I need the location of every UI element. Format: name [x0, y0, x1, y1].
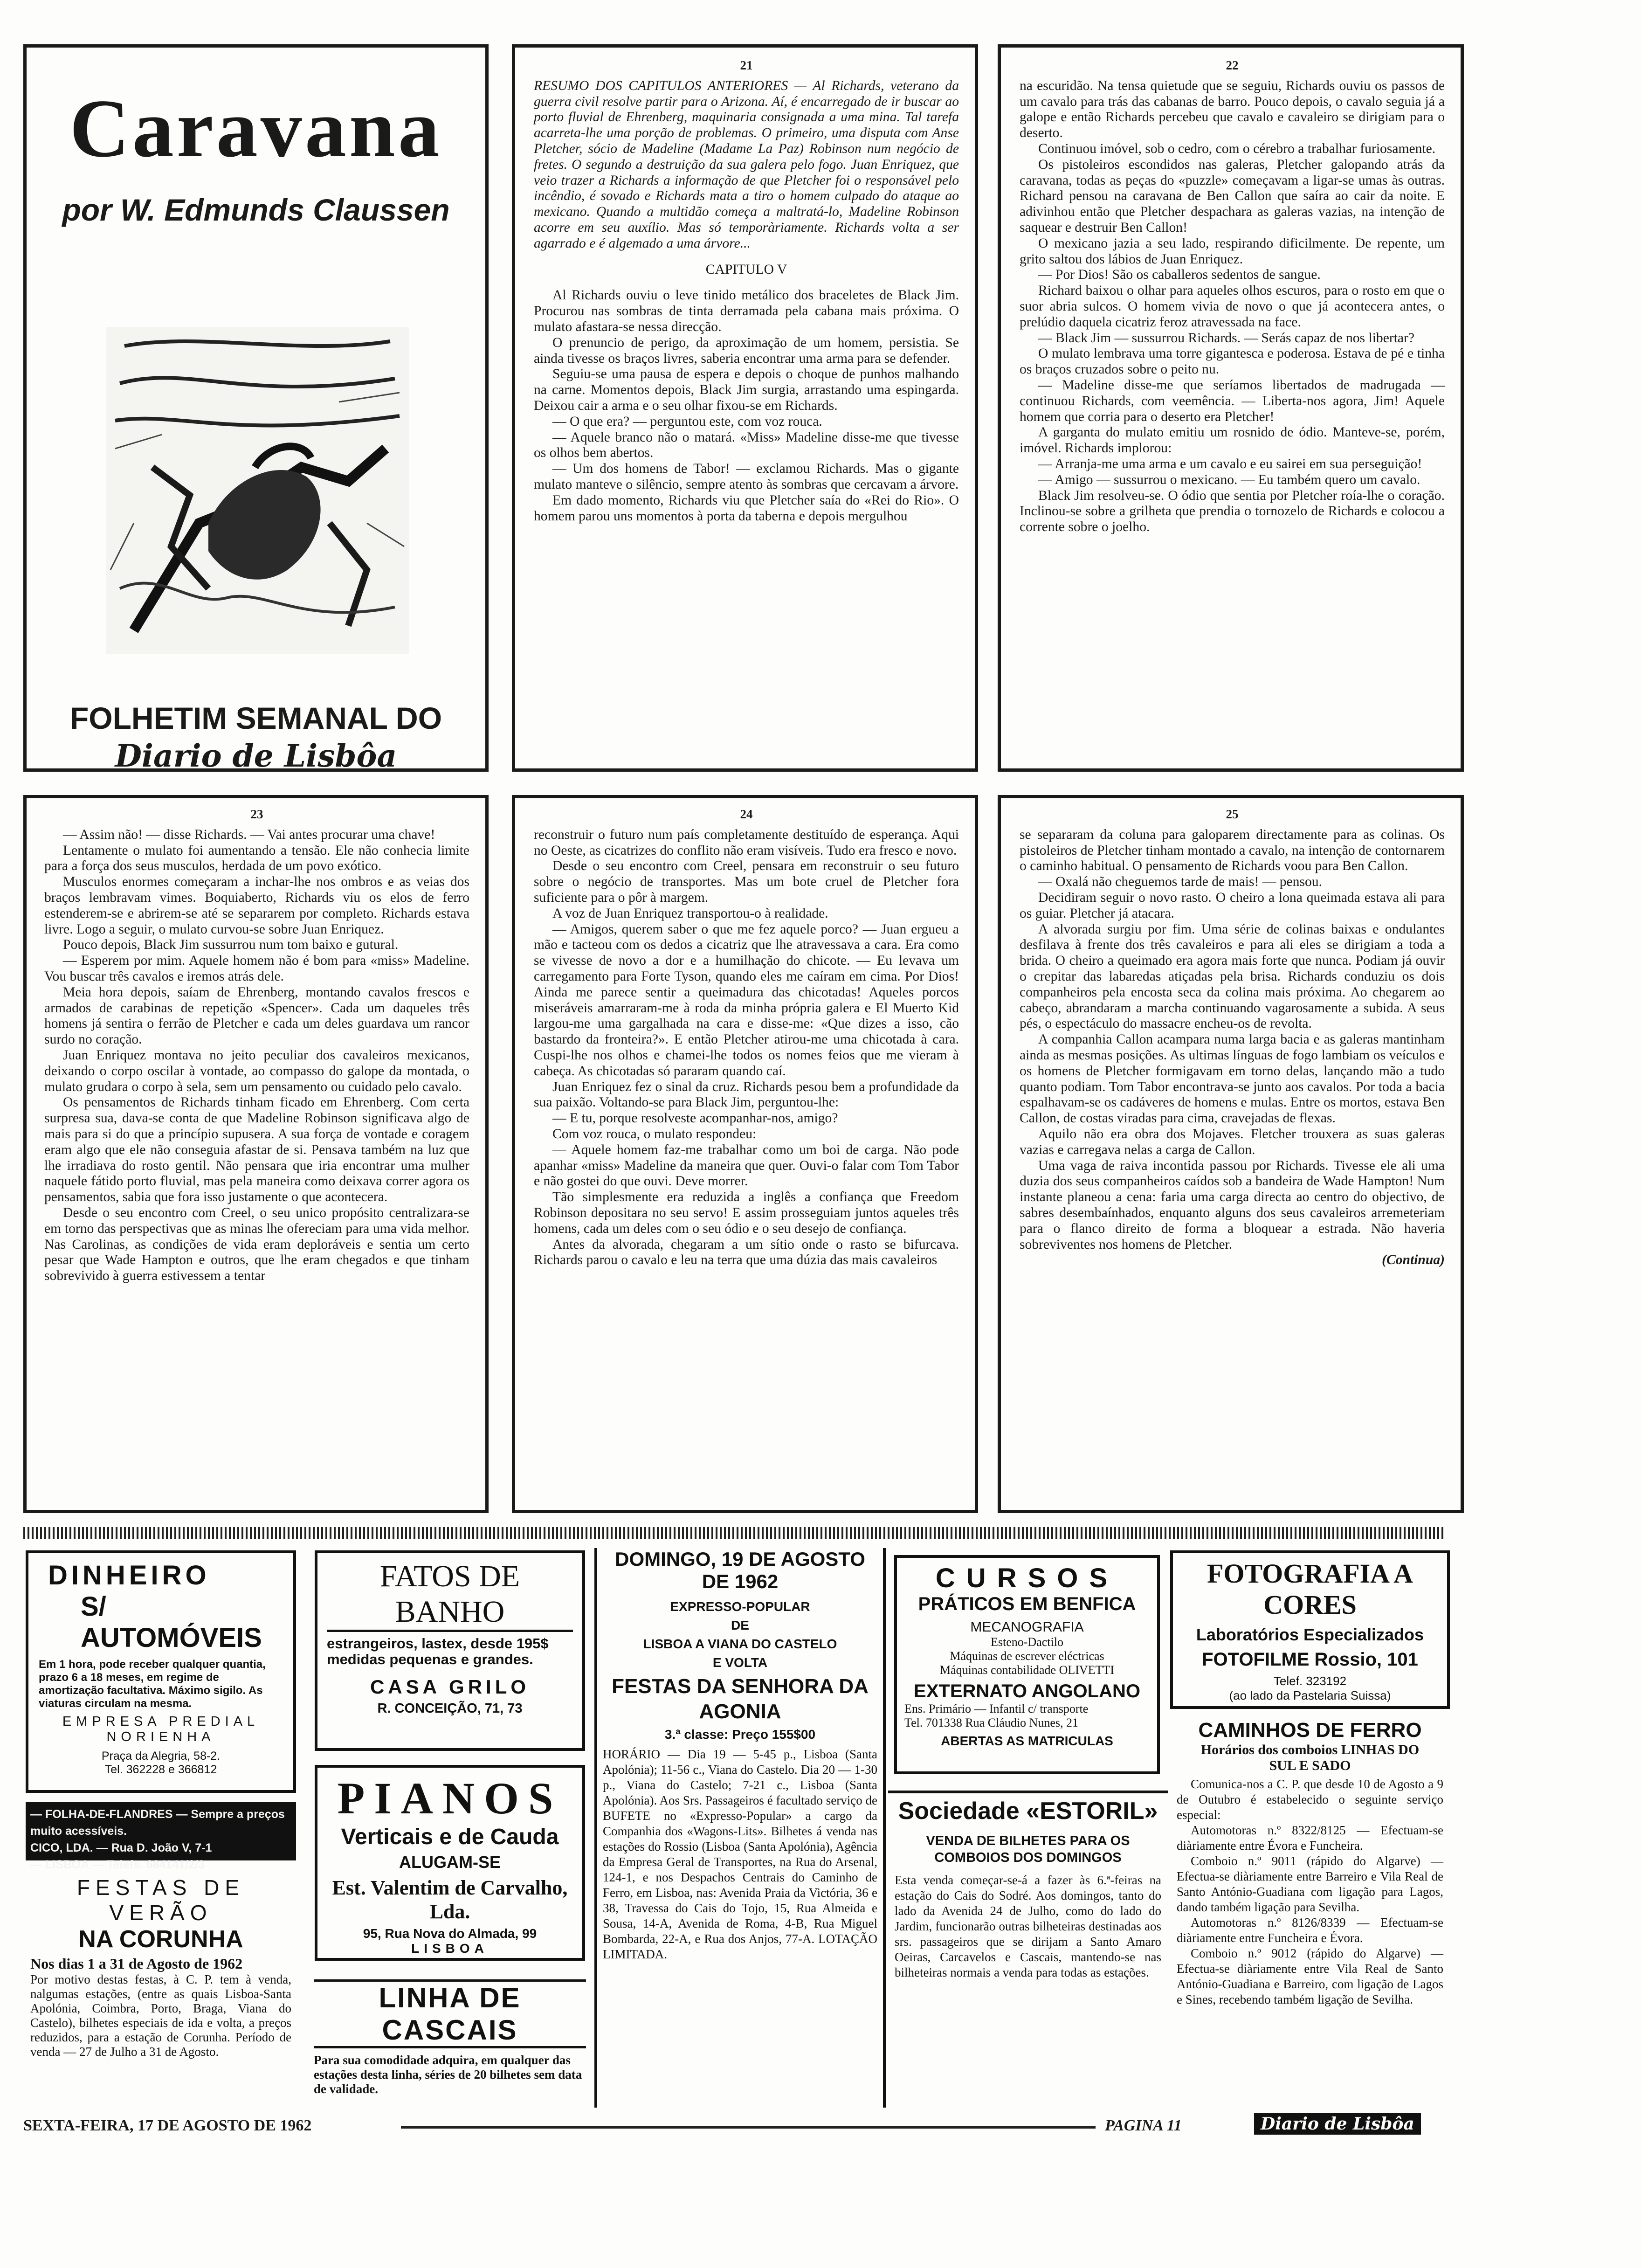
ad-body: Em 1 hora, pode receber qualquer quantia, prazo 6 a 18 meses, em regime de amortização facultativa. Máximo sigilo. As viaturas circulam na mesma. — [39, 1658, 266, 1710]
course-name: MECANOGRAFIA — [970, 1619, 1084, 1635]
paragraph: Al Richards ouviu o leve tinido metálico dos braceletes de Black Jim. Procurou nas sombras de tinta derramada pela cabana mais próxima. O mulato afastara-se nessa direcção. — [534, 288, 959, 334]
ad-city: LISBOA — [411, 1941, 489, 1956]
course-line: Esteno-Dactilo — [991, 1635, 1063, 1649]
paragraph: — Aquele homem faz-me trabalhar como um boi de carga. Não pode apanhar «miss» Madeline da maneira que quer. Ouvi-o falar com Tom Tabor e não gostei do que ouvi. Deve morrer. — [534, 1142, 959, 1189]
serial-title: Caravana — [69, 82, 442, 174]
paragraph: — Por Dios! São os caballeros sedentos de sangue. — [1038, 267, 1321, 283]
paragraph: Musculos enormes começaram a inchar-lhe nos ombros e as veias dos braços lembravam vimes. Boquiaberto, Richards viu os elos de ferro estenderem-se e abrirem-se até se separarem por completo. Richards estava livre. Logo a seguir, o mulato curvou-se sobre Juan Enriquez. — [44, 874, 469, 937]
ad-phone: Telef. 323192 — [1273, 1674, 1347, 1688]
page-number: 25 — [1226, 807, 1239, 821]
footer-newspaper-name: Diario de Lisbôa — [1254, 2113, 1421, 2135]
timetable-item: Comboio n.º 9012 (rápido do Algarve) — Efectua-se diàriamente entre Vila Real de Santo António-Guadiana e Barreiro, com ligação de Lagos e Sines, recebendo também ligação de Sevilha. — [1177, 1946, 1443, 2006]
title-box — [23, 44, 489, 772]
paragraph: Meia hora depois, saíam de Ehrenberg, montando cavalos frescos e armados de carabinas de repetição «Spencer». Cada um daqueles três homens já sentira o ferrão de Pletcher e cada um deles guardava um rancor surdo no coração. — [44, 984, 469, 1047]
ad-body — [1177, 1777, 1443, 2007]
paragraph: — E tu, porque resolveste acompanhar-nos, amigo? — [552, 1111, 838, 1126]
ad-body: Esta venda começar-se-á a fazer às 6.ª-feiras na estação do Cais do Sodré. Aos domingos, tanto do lado da Avenida 24 de Julho, como do lado do Jardim, funcionarão outras bilheteiras destinadas aos srs. passageiros que se dirijam a Santo Amaro Oeiras, Carcavelos e Cascais, mantendo-se nas bilheteiras normais a venda para todas as estações. — [895, 1873, 1161, 1979]
page-22-box — [998, 44, 1464, 772]
ad-dinheiro — [26, 1550, 296, 1793]
ad-address: Praça da Alegria, 58-2. — [101, 1749, 221, 1763]
paragraph: — Amigo — sussurrou o mexicano. — Eu também quero um cavalo. — [1038, 472, 1420, 487]
ad-heading: DINHEIRO — [48, 1560, 210, 1590]
train-name: EXPRESSO-POPULAR — [670, 1599, 810, 1614]
paragraph: na escuridão. Na tensa quietude que se seguiu, Richards ouviu os passos de um cavalo para trás das cabanas de barro. Pouco depois, o cavalo seguia já a galope e então Richards percebeu que cavalo e cavaleiro se dirigiam para o deserto. — [1020, 78, 1445, 141]
school-name: EXTERNATO ANGOLANO — [914, 1681, 1140, 1701]
ad-fatos-banho — [315, 1550, 585, 1751]
ad-heading: CAMINHOS DE FERRO — [1198, 1719, 1422, 1742]
ad-shop-name: CASA GRILO — [370, 1676, 530, 1698]
ad-line: — FOLHA-DE-FLANDRES — Sempre a preços muito acessíveis. — [30, 1808, 285, 1838]
ad-address: 95, Rua Nova do Almada, 99 — [363, 1926, 537, 1941]
ad-firm: Est. Valentim de Carvalho, Lda. — [332, 1876, 568, 1923]
school-line: Tel. 701338 Rua Cláudio Nunes, 21 — [904, 1716, 1078, 1729]
ad-heading: PIANOS — [337, 1773, 563, 1823]
ad-fotografia-cores — [1170, 1550, 1450, 1709]
newspaper-name: Diario de Lisbôa — [115, 738, 397, 774]
paragraph: — O que era? — perguntou este, com voz rouca. — [552, 414, 822, 429]
page-23-box — [23, 795, 489, 1513]
paragraph: Black Jim resolveu-se. O ódio que sentia por Pletcher roía-lhe o coração. Inclinou-se sobre a grilheta que prendia o tornozelo de Richards e colocou a corrente sobre o joelho. — [1020, 488, 1445, 535]
page-number: 22 — [1226, 58, 1239, 72]
timetable-item: Comboio n.º 9011 (rápido do Algarve) — Efectua-se diàriamente entre Barreiro e Vila Real de Santo António-Guadiana com ligação para Lagos, dando também ligação para Sevilha. — [1177, 1854, 1443, 1914]
ad-sociedade-estoril — [888, 1791, 1168, 2108]
course-line: Máquinas de escrever eléctricas — [950, 1649, 1104, 1663]
paragraph: Com voz rouca, o mulato respondeu: — [552, 1126, 757, 1141]
ad-body: Para sua comodidade adquira, em qualquer das estações desta linha, séries de 20 bilhetes sem data de validade. — [314, 2053, 582, 2096]
paragraph: Em dado momento, Richards viu que Pletcher saía do «Rei do Rio». O homem parou uns momentos à porta da taberna e depois mergulhou — [534, 492, 959, 524]
ad-linha-cascais — [310, 1979, 590, 2105]
paragraph: Seguiu-se uma pausa de espera e depois o choque de punhos malhando na carne. Momentos depois, Black Jim surgia, arrastando uma espingarda. Deixou cair a arma e o seu olhar fixou-se em Richards. — [534, 366, 959, 413]
footer-date: SEXTA-FEIRA, 17 DE AGOSTO DE 1962 — [23, 2117, 312, 2134]
ad-pianos — [315, 1765, 585, 1961]
ad-heading: FATOS DE BANHO — [327, 1559, 573, 1632]
illustration-cowboy-image — [106, 327, 409, 654]
timetable-item: Automotoras n.º 8322/8125 — Efectuam-se diàriamente entre Évora e Funcheira. — [1177, 1823, 1443, 1853]
paragraph: Continuou imóvel, sob o cedro, com o cérebro a trabalhar furiosamente. — [1038, 141, 1436, 156]
paragraph: — Black Jim — sussurrou Richards. — Serás capaz de nos libertar? — [1038, 330, 1415, 346]
enrollment-notice: ABERTAS AS MATRICULAS — [941, 1734, 1113, 1748]
ad-rent-label: ALUGAM-SE — [399, 1853, 501, 1872]
page-25-box — [998, 795, 1464, 1513]
ad-festas-verao — [26, 1872, 296, 2105]
paragraph: Pouco depois, Black Jim sussurrou num tom baixo e gutural. — [63, 937, 399, 953]
ad-firm: EMPRESA PREDIAL NORIENHA — [62, 1714, 260, 1744]
ad-line: CICO, LDA. — Rua D. João V, 7-1 — [30, 1841, 212, 1854]
ad-heading: LINHA DE CASCAIS — [314, 1979, 586, 2048]
ad-cursos — [894, 1555, 1160, 1774]
continua-label: (Continua) — [1382, 1252, 1445, 1268]
ad-shop-name: FOTOFILME Rossio, 101 — [1202, 1649, 1418, 1670]
paragraph: O mexicano jazia a seu lado, respirando dificilmente. De repente, um grito saltou dos lábios de Juan Enriquez. — [1020, 235, 1445, 267]
course-line: Máquinas contabilidade OLIVETTI — [940, 1663, 1114, 1677]
paragraph: A voz de Juan Enriquez transportou-o à realidade. — [552, 906, 828, 921]
ad-folha-de-flandres — [26, 1802, 296, 1871]
paragraph: Desde o seu encontro com Creel, pensara em reconstruir o seu futuro sobre o negócio de transportes. Mas um bote cruel de Pletcher fora suficiente para o pôr à margem. — [534, 858, 959, 905]
ad-subheading: PRÁTICOS EM BENFICA — [918, 1594, 1136, 1614]
paragraph: Richard baixou o olhar para aqueles olhos escuros, para o rosto em que o suor abria sulcos. O homem vivia de novo o que já acontecera antes, o prelúdio daquela cicatriz feroz atravessada na face. — [1020, 283, 1445, 330]
resumo-paragraph: RESUMO DOS CAPITULOS ANTERIORES — Al Richards, veterano da guerra civil resolve partir para o Arizona. Aí, é encarregado de ir buscar ao porto fluvial de Ehrenberg, maquinaria consignada a uma mina. Tal tarefa acarreta-lhe uma porção de problemas. O primeiro, uma disputa com Anse Pletcher, sócio de Madeline (Madame La Paz) Robinson num negócio de fretes. O segundo a destruição da sua galera pelo fogo. Juan Enriquez, que veio trazer a Richards a informação de que Pletcher foi o responsável pelo incêndio, é sovado e Richards mata a tiro o homem culpado do ataque ao mexicano. Quando a multidão começa a maltratá-lo, Madeline Robinson acorre em seu auxílio. Mas só temporàriamente. Richards volta a ser agarrado e é algemado a uma árvore... — [534, 78, 959, 251]
paragraph: se separaram da coluna para galoparem directamente para as colinas. Os pistoleiros de Pletcher tinham montado a cavalo, na intenção de contornarem o caminho habitual. O pensamento de Richards voou para Ben Callon. — [1020, 827, 1445, 874]
paragraph: Os pensamentos de Richards tinham ficado em Ehrenberg. Com certa surpresa sua, dava-se conta de que Madeline Robinson significava algo de mais para si do que a princípio supusera. A sua força de vontade e coragem eram algo que ele não conseguia afastar de si. Pensava também na luz que lhe irradiava do rosto gentil. Não pensara que iria encontrar uma mulher naquele fátido porto fluvial, mas pela maneira como deixava correr agora os pensamentos, sabia que fora isso justamente o que acontecera. — [44, 1095, 469, 1205]
festival-heading: FESTAS DA SENHORA DA AGONIA — [612, 1675, 869, 1723]
ad-heading: S/ AUTOMÓVEIS — [81, 1591, 262, 1653]
ad-subheading: Verticais e de Cauda — [341, 1825, 559, 1849]
paragraph: Lentamente o mulato foi aumentando a tensão. Ele não conhecia limite para a força dos seus musculos, herdada de um povo exótico. — [44, 843, 469, 874]
ad-heading: NA CORUNHA — [78, 1926, 243, 1953]
ad-heading: DOMINGO, 19 DE AGOSTO DE 1962 — [615, 1548, 865, 1592]
paragraph: Antes da alvorada, chegaram a um sítio onde o rasto se bifurcava. Richards parou o cavalo e leu na terra que uma dúzia das mais cavaleiros — [534, 1237, 959, 1268]
ad-body: HORÁRIO — Dia 19 — 5-45 p., Lisboa (Santa Apolónia); 11-56 c., Viana do Castelo. Dia 20 — 1-30 p., Viana do Castelo; 7-21 c., Lisboa (Santa Apolónia). Aos Srs. Passageiros é facultado serviço de BUFETE no «Expresso-Popular» a cargo da Companhia dos «Wagons-Lits». Bilhetes á venda nas estações do Rossio (Lisboa (Santa Apolónia), Agência da Empresa Geral de Transportes, na Rua do Arsenal, 124-1, e nos Despachos Centrais do Caminho de Ferro, em Lisboa, nas: Avenida Praia da Victória, 36 e 38, Travessa do Cais do Tojo, 15, Rua Almeida e Sousa, 14-A, Avenida de Roma, 4-B, Rua Miguel Bombarda, 22-A, e Rua dos Anjos, 77-A. LOTAÇÃO LIMITADA. — [603, 1747, 877, 1961]
route-word: DE — [731, 1618, 749, 1632]
ad-address: (ao lado da Pastelaria Suissa) — [1229, 1688, 1391, 1702]
paragraph: — Amigos, querem saber o que me fez aquele porco? — Juan ergueu a mão e tacteou com os dedos a cicatriz que lhe atravessava a cara. Era como se vivesse de novo a dor e a humilhação do chicote. — Eu levava um carregamento para Forte Tyson, quando eles me caíram em cima. Por Dios! Ainda me parece sentir a queimadura das chicotadas! Aqueles porcos miseráveis amarraram-me à roda da minha própria galera e El Muerto Kid largou-me uma gargalhada na cara e disse-me: «Que dizes a isso, cão bastardo da fronteira?». E então Pletcher atirou-me uma chicotada à cara. Cuspi-lhe nos olhos e chamei-lhe todos os nomes feios que me vieram à cabeça. As chicotadas só pararam quando caí. — [534, 921, 959, 1079]
ad-caminhos-ferro — [1170, 1716, 1450, 2108]
separator-stripe — [23, 1527, 1445, 1539]
route-return: E VOLTA — [712, 1655, 768, 1670]
ad-heading: FOTOGRAFIA A CORES — [1207, 1558, 1413, 1620]
page-24-box — [512, 795, 978, 1513]
ad-subheading: Nos dias 1 a 31 de Agosto de 1962 — [30, 1955, 243, 1972]
paragraph: Tão simplesmente era reduzida a inglês a confiança que Freedom Robinson depositara no seu servo! E assim prosseguiam juntos aqueles três homens, cada um deles com o seu ódio e o seu desejo de confiança. — [534, 1189, 959, 1236]
chapter-heading: CAPITULO V — [705, 262, 787, 277]
ad-body: estrangeiros, lastex, desde 195$ medidas pequenas e grandes. — [327, 1635, 549, 1667]
paragraph: — Um dos homens de Tabor! — exclamou Richards. Mas o gigante mulato manteve o silêncio, sempre atento às sombras que cercavam a árvore. — [534, 461, 959, 492]
paragraph: — Arranja-me uma arma e um cavalo e eu sairei em sua perseguição! — [1038, 456, 1422, 471]
paragraph: A alvorada surgiu por fim. Uma série de colinas baixas e ondulantes desfilava à frente dos três cavaleiros e para ali eles se dirigiam a toda a brida. O cheiro a queimado era agora mais forte que nunca. Podiam já ouvir o crepitar das labaredas atiçadas pela brisa. Richards conduziu os dois companheiros pela encosta seca da colina mais próxima. Ao chegarem ao cabeço, abrandaram a marcha continuando vagarosamente a subida. A seus pés, o espectáculo do massacre encheu-os de revolta. — [1020, 921, 1445, 1031]
paragraph: Juan Enriquez fez o sinal da cruz. Richards pesou bem a profundidade da sua paixão. Voltando-se para Black Jim, perguntou-lhe: — [534, 1079, 959, 1110]
ad-phone: Tel. 362228 e 366812 — [104, 1763, 217, 1776]
paragraph: reconstruir o futuro num país completamente destituído de esperança. Aqui no Oeste, as cicatrizes do conflito não eram visíveis. Tudo era fresco e novo. — [534, 827, 959, 858]
paragraph: Desde o seu encontro com Creel, o seu unico propósito centralizara-se em torno das perspectivas que as minas lhe ofereciam para uma vida melhor. Nas Carolinas, as condições de vida eram deploráveis e sentia um certo pesar que Wade Hampton e outros, que lhe eram chegados e que tinham sobrevivido à guerra estivessem a tentar — [44, 1205, 469, 1284]
page-number: 23 — [250, 807, 263, 821]
ad-subheading: Laboratórios Especializados — [1196, 1625, 1424, 1644]
school-line: Ens. Primário — Infantil c/ transporte — [904, 1702, 1089, 1715]
ad-subheading: VENDA DE BILHETES PARA OS COMBOIOS DOS DOMINGOS — [926, 1833, 1130, 1865]
paragraph: A companhia Callon acampara numa larga bacia e as galeras mantinham ainda as mesmas posições. As ultimas línguas de fogo lambiam os veículos e os homens de Pletcher formigavam em torno delas, lançando mão a tudo quanto podiam. Tom Tabor encontrava-se junto aos cavalos. Por toda a bacia espalhavam-se os cadáveres de homens e mulas. Entre os mortos, estava Ben Callon, de costas viradas para cima, cravejadas de flexas. — [1020, 1032, 1445, 1126]
timetable-item: Comunica-nos a C. P. que desde 10 de Agosto a 9 de Outubro é estabelecido o seguinte serviço especial: — [1177, 1777, 1443, 1822]
paragraph: — Esperem por mim. Aquele homem não é bom para «miss» Madeline. Vou buscar três cavalos e iremos atrás dele. — [44, 953, 469, 984]
byline: por W. Edmunds Claussen — [62, 193, 450, 227]
paragraph: A garganta do mulato emitiu um rosnido de ódio. Manteve-se, porém, imóvel. Richards implorou: — [1020, 425, 1445, 456]
paragraph: Aquilo não era obra dos Mojaves. Fletcher trouxera as suas galeras vazias e carregava nelas a carga de Callon. — [1020, 1126, 1445, 1157]
folhetim-label: FOLHETIM SEMANAL DO — [69, 701, 442, 735]
ad-subheading: Horários dos comboios LINHAS DO SUL E SADO — [1200, 1742, 1420, 1773]
ad-address: R. CONCEIÇÃO, 71, 73 — [377, 1701, 523, 1716]
paragraph: Decidiram seguir o novo rasto. O cheiro a lona queimada estava ali para os guiar. Pletcher já atacara. — [1020, 890, 1445, 921]
ad-heading: CURSOS — [935, 1563, 1119, 1593]
page-number: 24 — [740, 807, 753, 821]
footer-page-number: PAGINA 11 — [1105, 2117, 1182, 2134]
ad-heading: FESTAS DE VERÃO — [76, 1875, 245, 1925]
ad-expresso-popular — [594, 1548, 886, 2108]
paragraph: O mulato lembrava uma torre gigantesca e poderosa. Estava de pé e tinha os braços cruzados sobre o peito nu. — [1020, 346, 1445, 377]
ad-line: — LISBOA — Telefs. 684141/2/3 — [30, 1858, 205, 1871]
ad-heading: Sociedade «ESTORIL» — [898, 1798, 1158, 1825]
route-name: LISBOA A VIANA DO CASTELO — [643, 1637, 837, 1651]
paragraph: Juan Enriquez montava no jeito peculiar dos cavaleiros mexicanos, deixando o corpo oscilar à vontade, ao compasso do galope da montada, o mulato grudara o corpo à sela, sem um pensamento ou cuidado pelo cavalo. — [44, 1047, 469, 1094]
paragraph: Os pistoleiros escondidos nas galeras, Pletcher galopando atrás da caravana, todas as peças do «puzzle» começavam a ligar-se umas às outras. Richard pensou na caravana de Ben Callon que saíra ao cair da noite. E adivinhou então que Pletcher despachara as galeras vazias, na intenção de saquear e destruir Ben Callon! — [1020, 157, 1445, 235]
paragraph: Uma vaga de raiva incontida passou por Richards. Tivesse ele ali uma duzia dos seus companheiros caídos sob a bandeira de Wade Hampton! Num instante planeou a cena: faria uma carga directa ao centro do objectivo, de sabres desembaínhados, enquanto alguns dos seus cavaleiros arremeteriam para o flanco direito de forma a bloquear a estrada. Não haveria sobreviventes nos homens de Pletcher. — [1020, 1158, 1445, 1252]
timetable-item: Automotoras n.º 8126/8339 — Efectuam-se diàriamente entre Funcheira e Évora. — [1177, 1915, 1443, 1945]
paragraph: — Madeline disse-me que seríamos libertados de madrugada — continuou Richards, com veemência. — Liberta-nos agora, Jim! Aquele homem que corria para o deserto era Pletcher! — [1020, 377, 1445, 424]
ticket-price: 3.ª classe: Preço 155$00 — [664, 1727, 816, 1742]
ad-body: Por motivo destas festas, à C. P. tem à venda, nalgumas estações, (entre as quais Lisboa-Santa Apolónia, Coimbra, Porto, Braga, Viana do Castelo), bilhetes especiais de ida e volta, a preços reduzidos, para a estação de Corunha. Período de venda — 27 de Julho a 31 de Agosto. — [30, 1972, 291, 2059]
paragraph: — Oxalá não cheguemos tarde de mais! — pensou. — [1038, 874, 1322, 890]
paragraph: — Assim não! — disse Richards. — Vai antes procurar uma chave! — [63, 827, 435, 842]
page-number: 21 — [740, 58, 753, 72]
page-21-box — [512, 44, 978, 772]
paragraph: — Aquele branco não o matará. «Miss» Madeline disse-me que tivesse os olhos bem abertos. — [534, 429, 959, 461]
paragraph: O prenuncio de perigo, da aproximação de um homem, persistia. Se ainda tivesse os braços livres, saberia encontrar uma arma para se defender. — [534, 335, 959, 366]
footer-rule — [401, 2126, 1096, 2129]
